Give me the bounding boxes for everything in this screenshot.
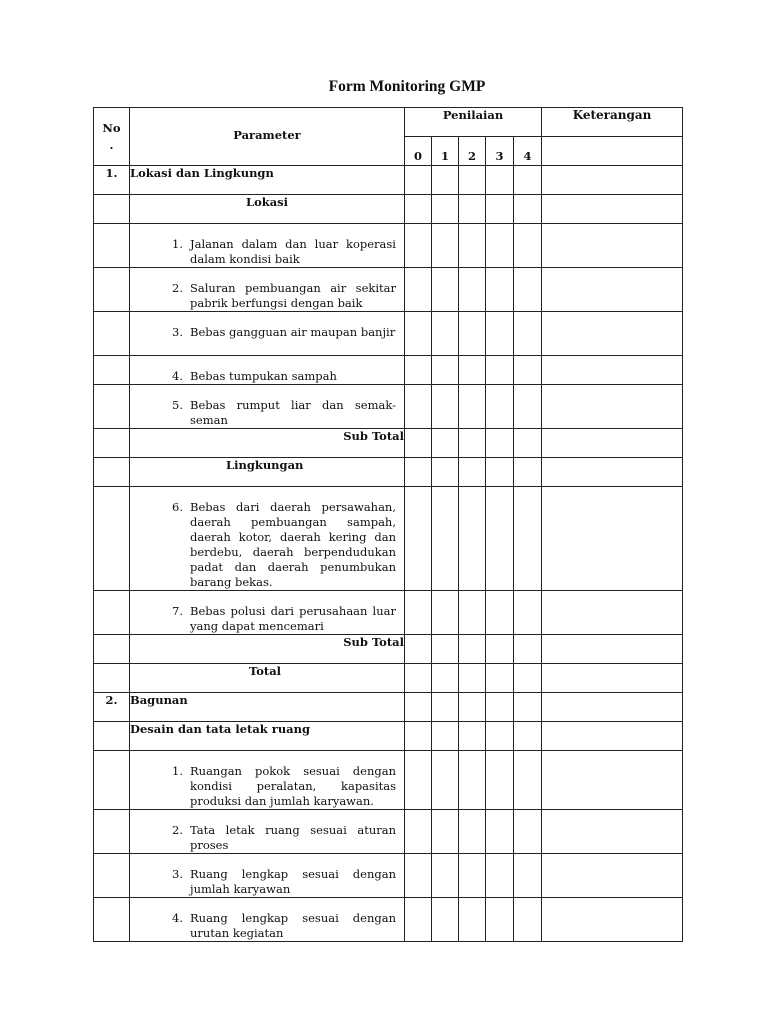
score-cell[interactable]	[459, 635, 486, 664]
score-cell[interactable]	[432, 635, 459, 664]
score-cell[interactable]	[514, 224, 542, 268]
score-4: 4	[514, 137, 542, 166]
score-cell[interactable]	[459, 356, 486, 385]
score-cell[interactable]	[432, 591, 459, 635]
score-cell[interactable]	[432, 693, 459, 722]
list-item: 4. Bebas tumpukan sampah	[130, 356, 405, 385]
score-cell[interactable]	[486, 458, 514, 487]
score-cell[interactable]	[432, 385, 459, 429]
score-cell[interactable]	[459, 487, 486, 591]
row-number: 2.	[94, 693, 130, 722]
score-cell[interactable]	[405, 810, 432, 854]
score-cell[interactable]	[432, 268, 459, 312]
score-cell[interactable]	[459, 591, 486, 635]
keterangan-cell[interactable]	[542, 635, 683, 664]
score-cell[interactable]	[405, 591, 432, 635]
score-cell[interactable]	[459, 898, 486, 942]
table-row	[94, 429, 683, 458]
keterangan-cell[interactable]	[542, 385, 683, 429]
table-row	[94, 854, 683, 898]
keterangan-cell[interactable]	[542, 356, 683, 385]
score-cell[interactable]	[432, 898, 459, 942]
score-cell[interactable]	[514, 312, 542, 356]
keterangan-cell[interactable]	[542, 487, 683, 591]
table-row	[94, 312, 683, 356]
score-cell[interactable]	[514, 268, 542, 312]
score-cell[interactable]	[405, 664, 432, 693]
score-cell[interactable]	[486, 693, 514, 722]
keterangan-cell[interactable]	[542, 810, 683, 854]
score-cell[interactable]	[405, 312, 432, 356]
score-cell[interactable]	[514, 854, 542, 898]
score-cell[interactable]	[514, 664, 542, 693]
score-cell[interactable]	[432, 854, 459, 898]
score-cell[interactable]	[514, 810, 542, 854]
keterangan-cell[interactable]	[542, 898, 683, 942]
form-title: Form Monitoring GMP	[328, 78, 486, 95]
score-cell[interactable]	[405, 385, 432, 429]
list-item: 3. Ruang lengkap sesuai dengan jumlah karyawan	[130, 854, 405, 898]
score-cell[interactable]	[405, 429, 432, 458]
table-row	[94, 898, 683, 942]
table-row	[94, 635, 683, 664]
list-item: 2. Tata letak ruang sesuai aturan proses	[130, 810, 405, 854]
score-cell[interactable]	[405, 224, 432, 268]
score-cell[interactable]	[459, 385, 486, 429]
table-row	[94, 722, 683, 751]
score-cell[interactable]	[459, 312, 486, 356]
score-3: 3	[486, 137, 514, 166]
score-cell[interactable]	[514, 693, 542, 722]
score-cell[interactable]	[486, 224, 514, 268]
score-cell[interactable]	[459, 195, 486, 224]
score-cell[interactable]	[405, 487, 432, 591]
score-cell[interactable]	[514, 385, 542, 429]
table-row	[94, 751, 683, 810]
table-row	[94, 664, 683, 693]
score-cell[interactable]	[432, 751, 459, 810]
keterangan-cell[interactable]	[542, 429, 683, 458]
score-cell[interactable]	[486, 751, 514, 810]
keterangan-cell[interactable]	[542, 224, 683, 268]
list-item: 1. Ruangan pokok sesuai dengan kondisi peralatan, kapasitas produksi dan jumlah karyawan.	[130, 751, 405, 810]
score-cell[interactable]	[432, 195, 459, 224]
score-cell[interactable]	[432, 722, 459, 751]
keterangan-cell[interactable]	[542, 722, 683, 751]
score-cell[interactable]	[459, 810, 486, 854]
table-row	[94, 385, 683, 429]
section-title: Bagunan	[130, 693, 405, 722]
score-cell[interactable]	[405, 722, 432, 751]
score-cell[interactable]	[459, 166, 486, 195]
score-cell[interactable]	[486, 810, 514, 854]
list-item: 2. Saluran pembuangan air sekitar pabrik berfungsi dengan baik	[130, 268, 405, 312]
score-cell[interactable]	[486, 195, 514, 224]
score-cell[interactable]	[459, 854, 486, 898]
list-item: 5. Bebas rumput liar dan semak-seman	[130, 385, 405, 429]
score-cell[interactable]	[486, 356, 514, 385]
row-number: 1.	[94, 166, 130, 195]
score-cell[interactable]	[486, 312, 514, 356]
score-cell[interactable]	[405, 166, 432, 195]
score-cell[interactable]	[405, 195, 432, 224]
score-cell[interactable]	[514, 591, 542, 635]
score-cell[interactable]	[459, 268, 486, 312]
keterangan-cell[interactable]	[542, 854, 683, 898]
score-cell[interactable]	[459, 722, 486, 751]
score-cell[interactable]	[514, 166, 542, 195]
score-cell[interactable]	[459, 751, 486, 810]
score-cell[interactable]	[405, 458, 432, 487]
score-cell[interactable]	[459, 224, 486, 268]
keterangan-cell[interactable]	[542, 751, 683, 810]
score-cell[interactable]	[432, 810, 459, 854]
total-label: Total	[130, 664, 405, 693]
score-cell[interactable]	[459, 664, 486, 693]
gmp-monitoring-table	[93, 107, 683, 942]
score-cell[interactable]	[405, 751, 432, 810]
score-cell[interactable]	[486, 854, 514, 898]
score-cell[interactable]	[486, 722, 514, 751]
table-row	[94, 458, 683, 487]
score-cell[interactable]	[459, 693, 486, 722]
keterangan-cell[interactable]	[542, 664, 683, 693]
header-row-1	[94, 108, 683, 137]
score-cell[interactable]	[514, 722, 542, 751]
score-cell[interactable]	[514, 195, 542, 224]
score-cell[interactable]	[514, 751, 542, 810]
section-subtitle: Desain dan tata letak ruang	[130, 722, 405, 751]
keterangan-cell[interactable]	[542, 195, 683, 224]
section-title: Lokasi dan Lingkungn	[130, 166, 405, 195]
score-cell[interactable]	[432, 429, 459, 458]
score-cell[interactable]	[432, 356, 459, 385]
table-row	[94, 810, 683, 854]
score-2: 2	[459, 137, 486, 166]
header-parameter: Parameter	[130, 108, 405, 166]
score-cell[interactable]	[405, 898, 432, 942]
subheading-lingkungan: Lingkungan	[130, 458, 405, 487]
score-cell[interactable]	[405, 635, 432, 664]
score-1: 1	[432, 137, 459, 166]
score-cell[interactable]	[486, 429, 514, 458]
subheading-lokasi: Lokasi	[130, 195, 405, 224]
score-cell[interactable]	[486, 664, 514, 693]
keterangan-cell[interactable]	[542, 268, 683, 312]
score-cell[interactable]	[432, 458, 459, 487]
score-cell[interactable]	[486, 591, 514, 635]
table-row	[94, 591, 683, 635]
table-row	[94, 268, 683, 312]
keterangan-blank	[542, 137, 683, 166]
score-cell[interactable]	[459, 429, 486, 458]
score-cell[interactable]	[432, 487, 459, 591]
score-cell[interactable]	[432, 664, 459, 693]
list-item: 7. Bebas polusi dari perusahaan luar yang dapat mencemari	[130, 591, 405, 635]
score-cell[interactable]	[514, 458, 542, 487]
score-cell[interactable]	[486, 487, 514, 591]
sub-total-label: Sub Total	[130, 635, 405, 664]
header-keterangan: Keterangan	[542, 108, 683, 137]
table-row	[94, 224, 683, 268]
list-item: 3. Bebas gangguan air maupan banjir	[130, 312, 405, 356]
keterangan-cell[interactable]	[542, 458, 683, 487]
list-item: 6. Bebas dari daerah persawahan, daerah pembuangan sampah, daerah kotor, daerah kering dan berdebu, daerah berpendudukan padat dan daerah penumbukan barang bekas.	[130, 487, 405, 591]
list-item: 4. Ruang lengkap sesuai dengan urutan kegiatan	[130, 898, 405, 942]
table-row	[94, 195, 683, 224]
score-cell[interactable]	[486, 385, 514, 429]
score-cell[interactable]	[486, 898, 514, 942]
score-cell[interactable]	[432, 166, 459, 195]
keterangan-cell[interactable]	[542, 693, 683, 722]
score-cell[interactable]	[486, 635, 514, 664]
keterangan-cell[interactable]	[542, 166, 683, 195]
score-cell[interactable]	[514, 429, 542, 458]
score-cell[interactable]	[514, 898, 542, 942]
table-row	[94, 166, 683, 195]
score-cell[interactable]	[405, 356, 432, 385]
score-cell[interactable]	[405, 693, 432, 722]
score-cell[interactable]	[486, 166, 514, 195]
score-cell[interactable]	[432, 224, 459, 268]
score-cell[interactable]	[459, 458, 486, 487]
score-cell[interactable]	[432, 312, 459, 356]
score-cell[interactable]	[514, 487, 542, 591]
score-cell[interactable]	[514, 356, 542, 385]
score-cell[interactable]	[514, 635, 542, 664]
keterangan-cell[interactable]	[542, 312, 683, 356]
table-row	[94, 693, 683, 722]
score-cell[interactable]	[405, 854, 432, 898]
keterangan-cell[interactable]	[542, 591, 683, 635]
header-no: No .	[94, 108, 130, 166]
header-penilaian: Penilaian	[405, 108, 542, 137]
score-cell[interactable]	[405, 268, 432, 312]
score-cell[interactable]	[486, 268, 514, 312]
score-0: 0	[405, 137, 432, 166]
list-item: 1. Jalanan dalam dan luar koperasi dalam kondisi baik	[130, 224, 405, 268]
table-row	[94, 487, 683, 591]
sub-total-label: Sub Total	[130, 429, 405, 458]
table-row	[94, 356, 683, 385]
